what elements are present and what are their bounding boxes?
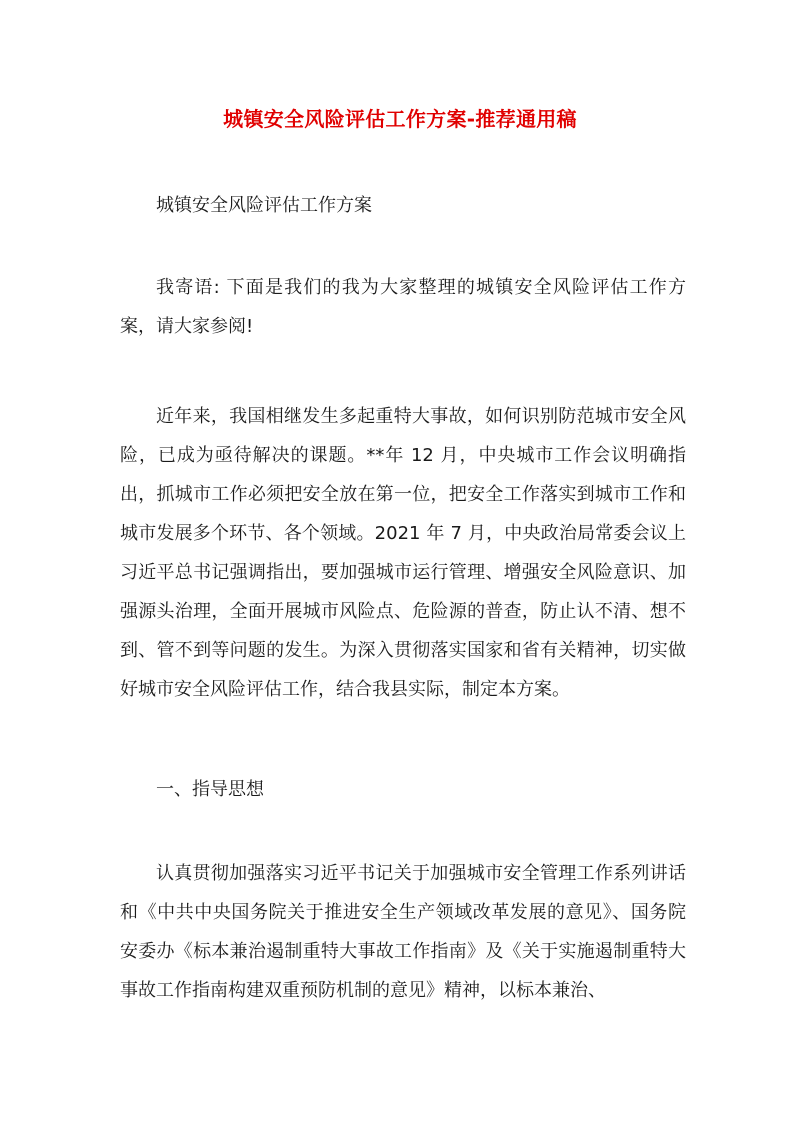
guiding-ideology-paragraph: 认真贯彻加强落实习近平书记关于加强城市安全管理工作系列讲话和《中共中央国务院关于推进安全生产领域改革发展的意见》、国务院安委办《标本兼治遏制重特大事故工作指南》及《关于实施遏制重特大事故工作指南构建双重预防机制的意见》精神，以标本兼治、 bbox=[120, 863, 686, 1001]
background-paragraph: 近年来，我国相继发生多起重特大事故，如何识别防范城市安全风险，已成为亟待解决的课题。**年 12 月，中央城市工作会议明确指出，抓城市工作必须把安全放在第一位，把安全工作落实到城市工作和城市发展多个环节、各个领域。2021 年 7 月，中央政治局常委会议上习近平总书记强调指出，要加强城市运行管理、增强安全风险意识、加强源头治理，全面开展城市风险点、危险源的普查，防止认不清、想不到、管不到等问题的发生。为深入贯彻落实国家和省有关精神，切实做好城市安全风险评估工作，结合我县实际，制定本方案。 bbox=[120, 406, 686, 700]
document-subtitle: 城镇安全风险评估工作方案 bbox=[156, 195, 372, 216]
document-title: 城镇安全风险评估工作方案-推荐通用稿 bbox=[223, 107, 577, 131]
intro-paragraph: 我寄语: 下面是我们的我为大家整理的城镇安全风险评估工作方案，请大家参阅! bbox=[120, 277, 686, 337]
section-heading-guiding-ideology: 一、指导思想 bbox=[156, 779, 264, 800]
